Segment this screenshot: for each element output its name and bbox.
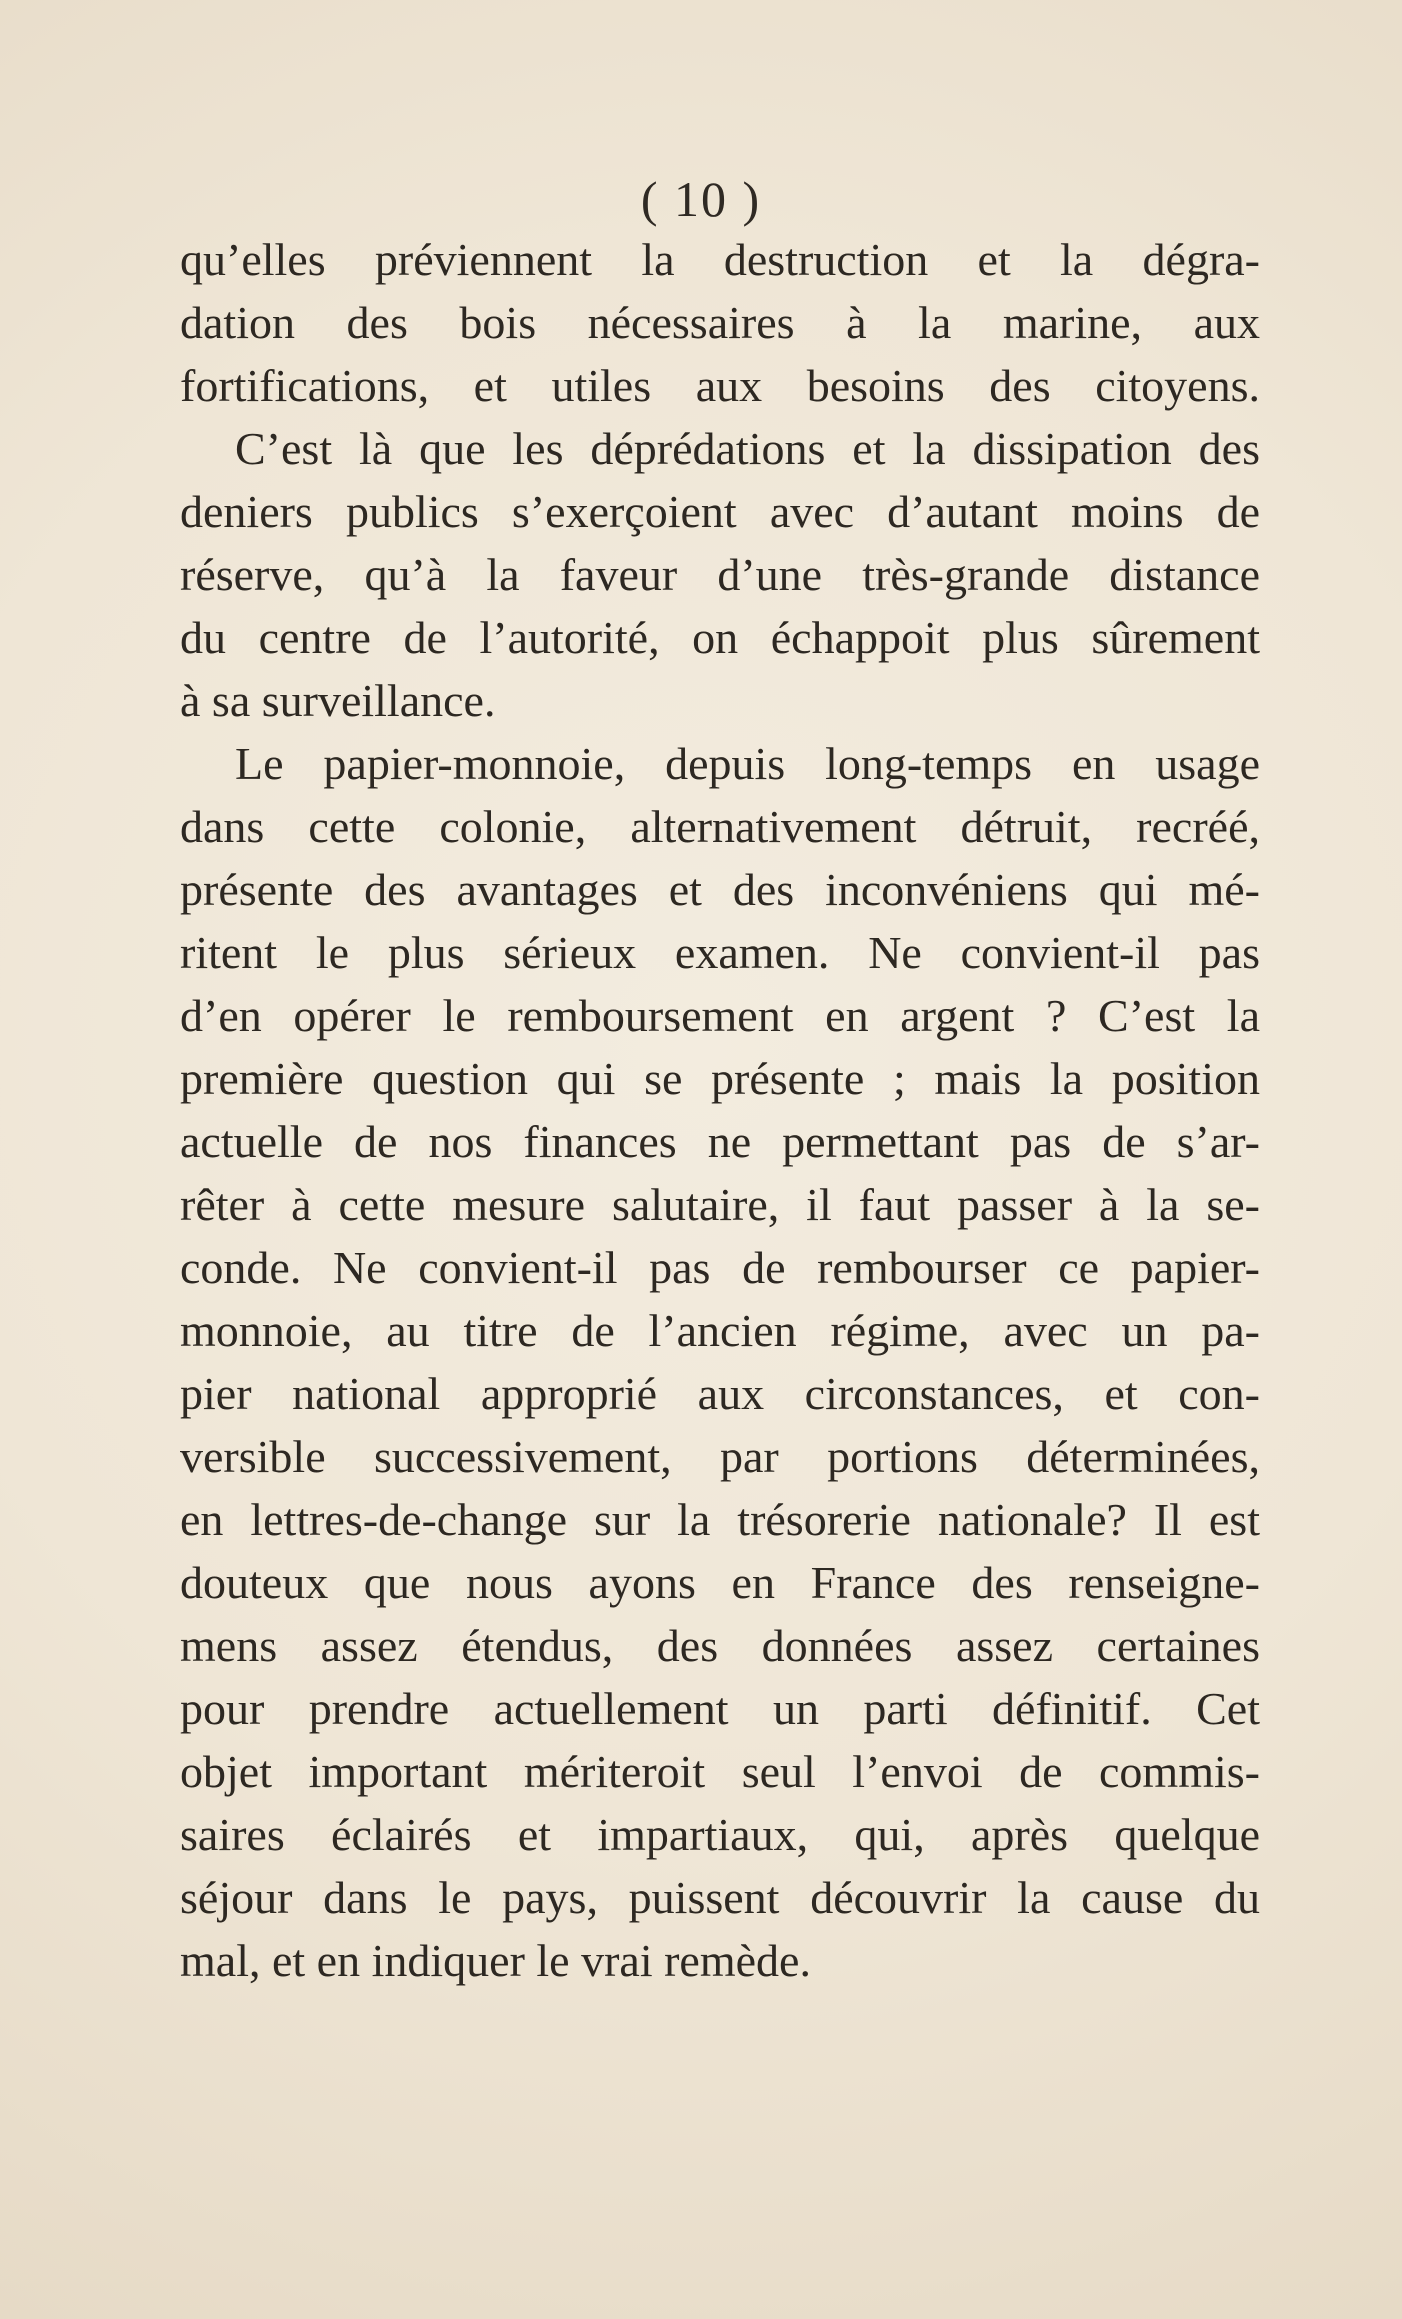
text-line: C’est là que les déprédations et la dissipation des	[235, 423, 1260, 474]
page-number: ( 10 )	[640, 171, 762, 227]
text-line: mens assez étendus, des données assez certaines	[180, 1620, 1260, 1671]
text-line: à sa surveillance.	[180, 675, 496, 726]
text-line: du centre de l’autorité, on échappoit plus sûrement	[180, 612, 1260, 663]
text-line: séjour dans le pays, puissent découvrir la cause du	[180, 1872, 1260, 1923]
text-line: pour prendre actuellement un parti définitif. Cet	[180, 1683, 1260, 1734]
text-line: dans cette colonie, alternativement détruit, recréé,	[180, 801, 1260, 852]
text-line: Le papier-monnoie, depuis long-temps en usage	[235, 738, 1260, 789]
text-line: pier national approprié aux circonstances, et con-	[180, 1368, 1260, 1419]
text-line: en lettres-de-change sur la trésorerie nationale? Il est	[180, 1494, 1260, 1545]
text-line: fortifications, et utiles aux besoins des citoyens.	[180, 360, 1260, 411]
text-line: d’en opérer le remboursement en argent ? C’est la	[180, 990, 1260, 1041]
text-line: actuelle de nos finances ne permettant pas de s’ar-	[180, 1116, 1260, 1167]
text-line: présente des avantages et des inconvéniens qui mé-	[180, 864, 1260, 915]
text-line: objet important mériteroit seul l’envoi de commis-	[180, 1746, 1260, 1797]
text-line: douteux que nous ayons en France des renseigne-	[180, 1557, 1260, 1608]
text-line: mal, et en indiquer le vrai remède.	[180, 1935, 811, 1986]
text-line: saires éclairés et impartiaux, qui, après quelque	[180, 1809, 1260, 1860]
text-line: qu’elles préviennent la destruction et la dégra-	[180, 234, 1260, 285]
text-line: dation des bois nécessaires à la marine, aux	[180, 297, 1260, 348]
text-line: deniers publics s’exerçoient avec d’autant moins de	[180, 486, 1260, 537]
text-line: monnoie, au titre de l’ancien régime, avec un pa-	[180, 1305, 1260, 1356]
text-line: ritent le plus sérieux examen. Ne convient-il pas	[180, 927, 1260, 978]
text-line: versible successivement, par portions déterminées,	[180, 1431, 1260, 1482]
body-text	[180, 228, 1260, 1992]
text-line: conde. Ne convient-il pas de rembourser ce papier-	[180, 1242, 1260, 1293]
text-line: première question qui se présente ; mais la position	[180, 1053, 1260, 1104]
text-line: rêter à cette mesure salutaire, il faut passer à la se-	[180, 1179, 1260, 1230]
text-line: réserve, qu’à la faveur d’une très-grande distance	[180, 549, 1260, 600]
